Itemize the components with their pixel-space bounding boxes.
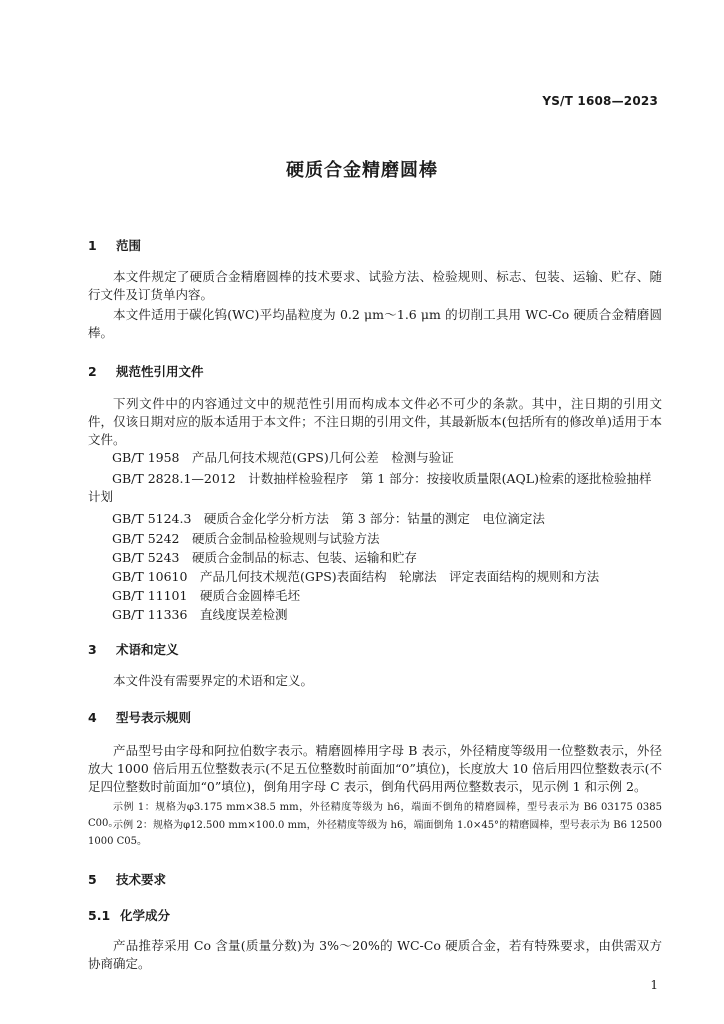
reference-item: GB/T 1958 产品几何技术规范(GPS)几何公差 检测与验证	[112, 450, 454, 465]
subsection-5-1-heading	[88, 906, 170, 924]
section-3-heading	[88, 640, 179, 658]
section-number: 2	[88, 364, 97, 379]
subsection-title: 化学成分	[120, 908, 171, 923]
reference-item: GB/T 2828.1—2012 计数抽样检验程序 第 1 部分：按接收质量限(AQL)检索的逐批检验抽样计划	[88, 471, 652, 504]
section-title: 技术要求	[116, 872, 167, 887]
section-1-heading	[88, 236, 141, 254]
page-number: 1	[650, 978, 658, 992]
paragraph: 产品推荐采用 Co 含量(质量分数)为 3%～20%的 WC-Co 硬质合金，若有特殊要求，由供需双方协商确定。	[88, 938, 662, 971]
section-number: 3	[88, 642, 97, 657]
section-number: 5	[88, 872, 97, 887]
reference-item: GB/T 5124.3 硬质合金化学分析方法 第 3 部分：钴量的测定 电位滴定法	[112, 511, 545, 526]
reference-item: GB/T 5242 硬质合金制品检验规则与试验方法	[112, 531, 380, 546]
reference-item: GB/T 11336 直线度误差检测	[112, 607, 288, 622]
paragraph: 本文件适用于碳化钨(WC)平均晶粒度为 0.2 μm～1.6 μm 的切削工具用 WC-Co 硬质合金精磨圆棒。	[88, 307, 662, 340]
section-number: 4	[88, 710, 97, 725]
section-5-heading	[88, 870, 166, 888]
subsection-number: 5.1	[88, 908, 111, 923]
section-title: 型号表示规则	[116, 710, 192, 725]
document-title: 硬质合金精磨圆棒	[286, 160, 438, 181]
reference-item: GB/T 5243 硬质合金制品的标志、包装、运输和贮存	[112, 550, 418, 565]
reference-item: GB/T 11101 硬质合金圆棒毛坯	[112, 588, 300, 603]
paragraph: 产品型号由字母和阿拉伯数字表示。精磨圆棒用字母 B 表示，外径精度等级用一位整数表示，外径放大 1000 倍后用五位整数表示(不足五位整数时前面加“0”填位)，长度放大 10 倍后用四位整数表示(不足四位整数时前面加“0”填位)，倒角用字母 C 表示，倒角代码用两位整数表示，见示例 1 和示例 2。	[88, 743, 662, 794]
section-title: 范围	[116, 238, 142, 253]
reference-item: GB/T 10610 产品几何技术规范(GPS)表面结构 轮廓法 评定表面结构的规则和方法	[112, 569, 600, 584]
paragraph: 下列文件中的内容通过文中的规范性引用而构成本文件必不可少的条款。其中，注日期的引用文件，仅该日期对应的版本适用于本文件；不注日期的引用文件，其最新版本(包括所有的修改单)适用于本文件。	[88, 396, 662, 447]
section-4-heading	[88, 708, 191, 726]
section-title: 术语和定义	[116, 642, 179, 657]
paragraph: 本文件没有需要界定的术语和定义。	[113, 673, 314, 688]
section-2-heading	[88, 362, 204, 380]
section-number: 1	[88, 238, 97, 253]
example-1: 示例 1：规格为φ3.175 mm×38.5 mm，外径精度等级为 h6，端面不倒角的精磨圆棒，型号表示为 B6 03175 0385 C00。	[88, 802, 662, 829]
section-title: 规范性引用文件	[116, 364, 204, 379]
example-2: 示例 2：规格为φ12.500 mm×100.0 mm，外径精度等级为 h6，端面倒角 1.0×45°的精磨圆棒，型号表示为 B6 12500 1000 C05。	[88, 820, 662, 847]
paragraph: 本文件规定了硬质合金精磨圆棒的技术要求、试验方法、检验规则、标志、包装、运输、贮存、随行文件及订货单内容。	[88, 269, 662, 302]
standard-code: YS/T 1608—2023	[542, 94, 658, 108]
